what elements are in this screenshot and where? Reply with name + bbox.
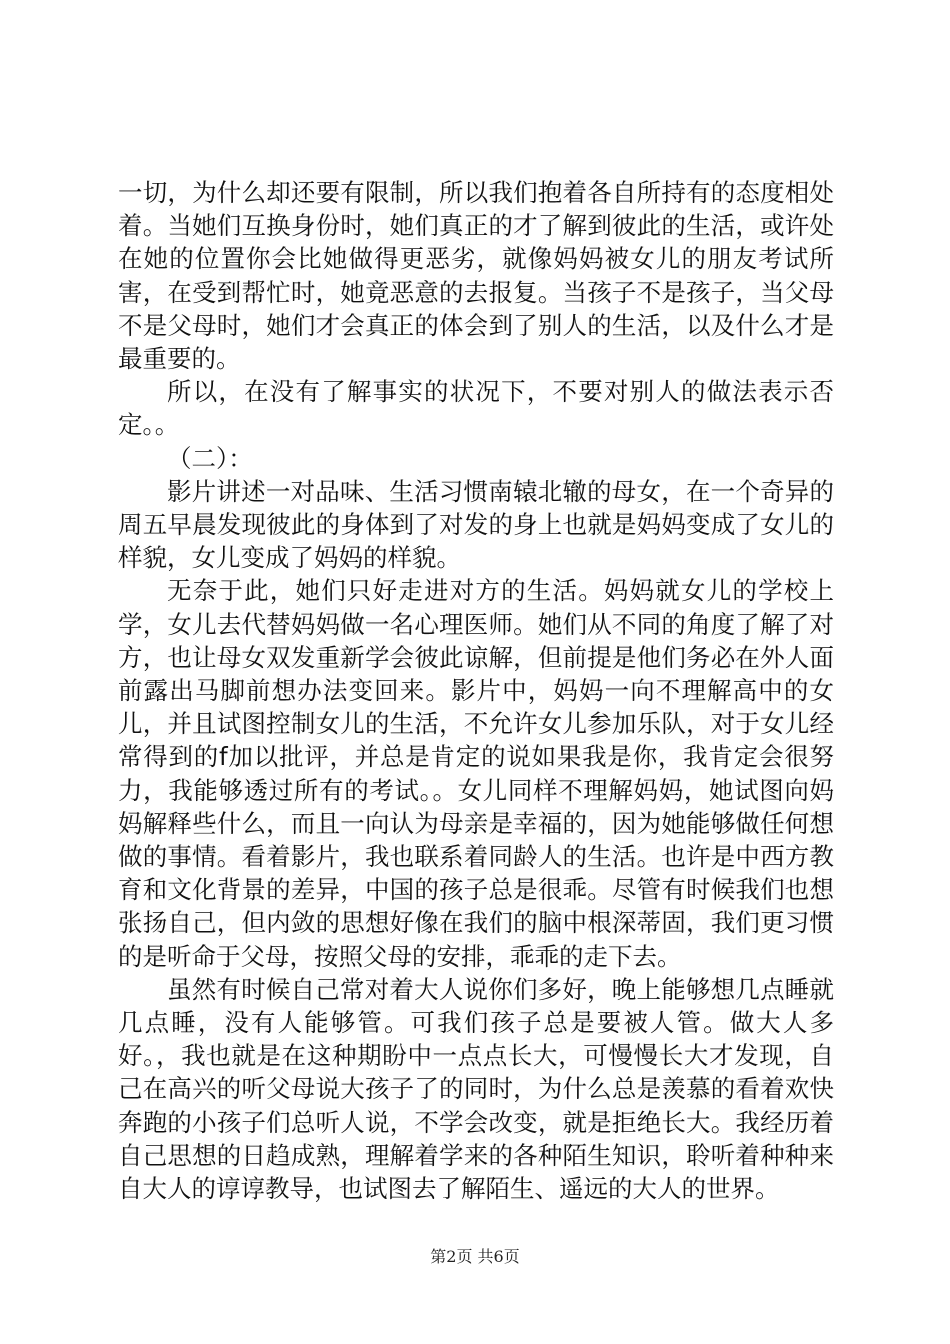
paragraph: 所以，在没有了解事实的状况下，不要对别人的做法表示否定。。 bbox=[118, 377, 834, 440]
paragraph: 虽然有时候自己常对着大人说你们多好，晚上能够想几点睡就几点睡，没有人能够管。可我们孩子总是要被人管。做大人多好。，我也就是在这种期盼中一点点长大，可慢慢长大才发现，自己在高兴的听父母说大孩子了的同时，为什么总是羡慕的看着欢快奔跑的小孩子们总听人说，不学会改变，就是拒绝长大。我经历着自己思想的日趋成熟，理解着学来的各种陌生知识，聆听着种种来自大人的谆谆教导，也试图去了解陌生、遥远的大人的世界。 bbox=[118, 974, 834, 1204]
paragraph: 一切，为什么却还要有限制，所以我们抱着各自所持有的态度相处着。当她们互换身份时，她们真正的才了解到彼此的生活，或许处在她的位置你会比她做得更恶劣，就像妈妈被女儿的朋友考试所害，在受到帮忙时，她竟恶意的去报复。当孩子不是孩子，当父母不是父母时，她们才会真正的体会到了别人的生活，以及什么才是最重要的。 bbox=[118, 178, 834, 374]
paragraph: 无奈于此，她们只好走进对方的生活。妈妈就女儿的学校上学，女儿去代替妈妈做一名心理医师。她们从不同的角度了解了对方，也让母女双发重新学会彼此谅解，但前提是他们务必在外人面前露出马脚前想办法变回来。影片中，妈妈一向不理解高中的女儿，并且试图控制女儿的生活，不允许女儿参加乐队，对于女儿经常得到的f加以批评，并总是肯定的说如果我是你，我肯定会很努力，我能够透过所有的考试。。女儿同样不理解妈妈，她试图向妈妈解释些什么，而且一向认为母亲是幸福的，因为她能够做任何想做的事情。看着影片，我也联系着同龄人的生活。也许是中西方教育和文化背景的差异，中国的孩子总是很乖。尽管有时候我们也想张扬自己，但内敛的思想好像在我们的脑中根深蒂固，我们更习惯的是听命于父母，按照父母的安排，乖乖的走下去。 bbox=[118, 576, 834, 971]
body-text bbox=[118, 176, 834, 1205]
section-heading: （二）： bbox=[167, 443, 253, 473]
paragraph: 影片讲述一对品味、生活习惯南辕北辙的母女，在一个奇异的周五早晨发现彼此的身体到了对发的身上也就是妈妈变成了女儿的样貌，女儿变成了妈妈的样貌。 bbox=[118, 476, 834, 573]
page-footer: 第2页 共6页 bbox=[430, 1247, 520, 1266]
